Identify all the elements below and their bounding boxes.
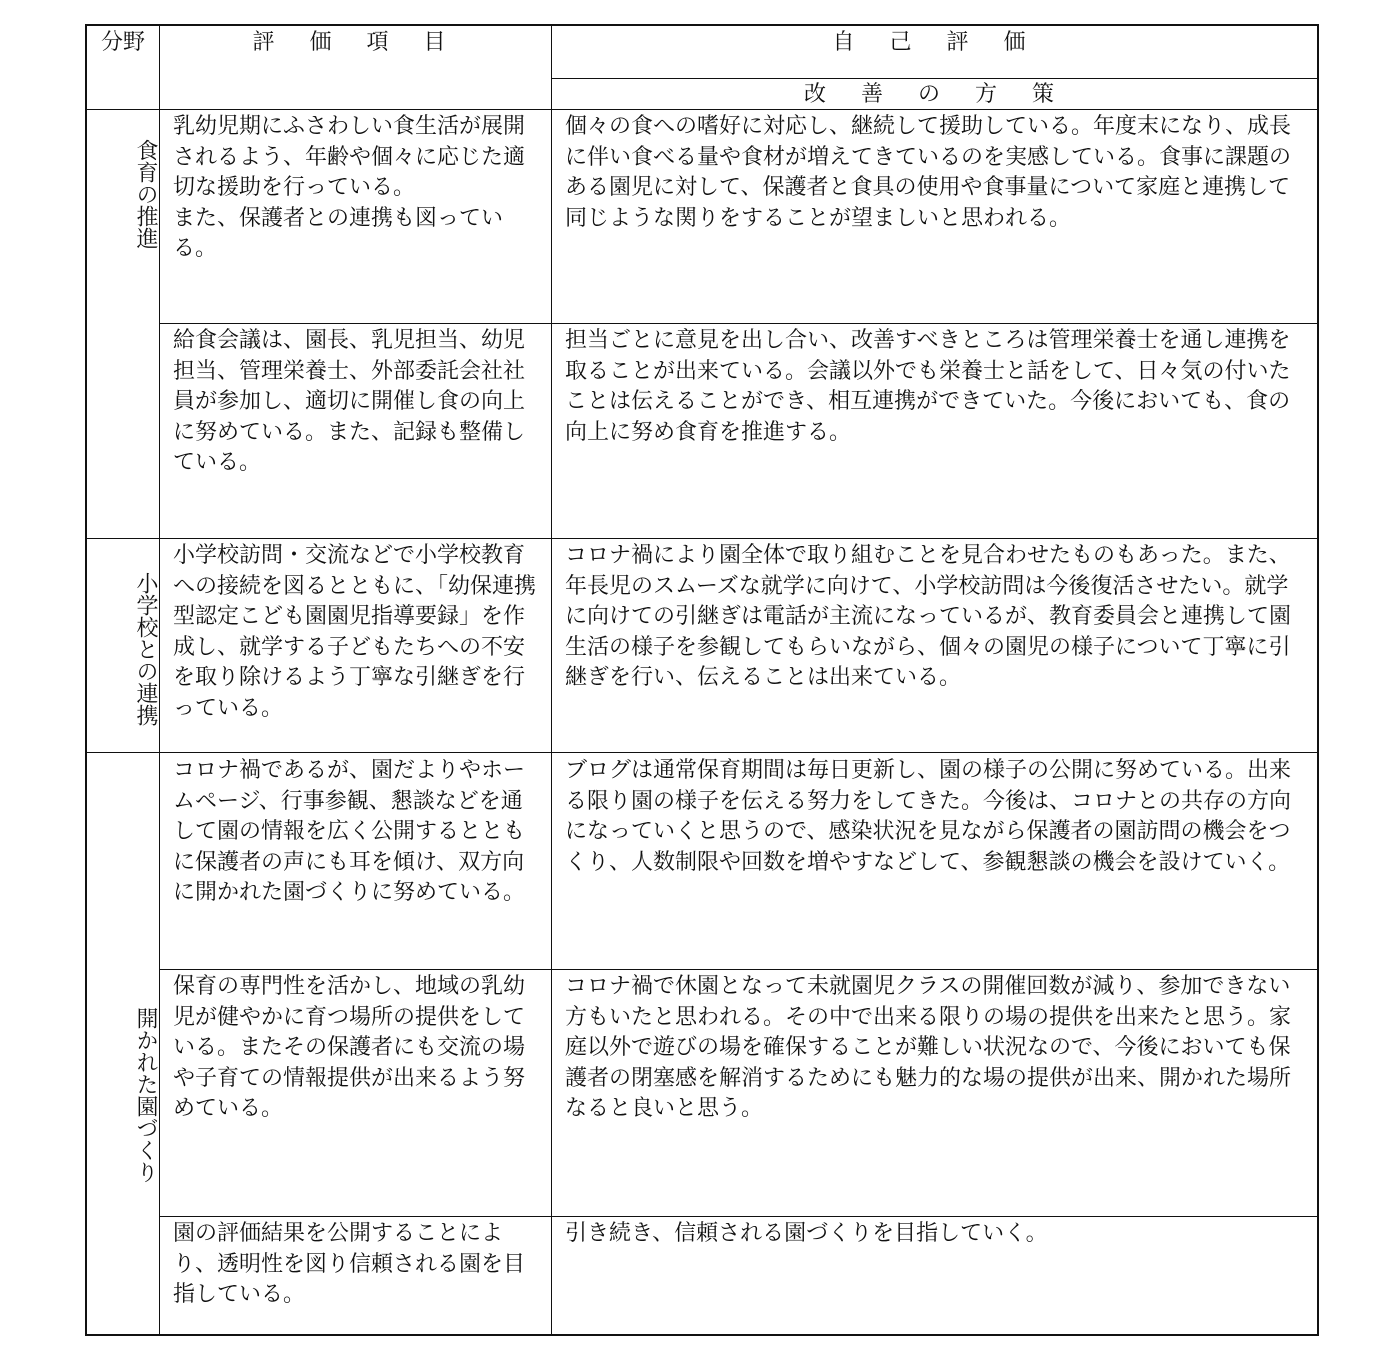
header-improvement: 改 善 の 方 策 [804,82,1068,107]
evaluation-item: 保育の専門性を活かし、地域の乳幼児が健やかに育つ場所の提供をしている。またその保護者にも交流の場や子育ての情報提供が出来るよう努めている。 [173,974,526,1121]
field-label-open-kindergarten: 開かれた園づくり [133,1007,158,1183]
evaluation-item: コロナ禍であるが、園だよりやホームページ、行事参観、懇談などを通して園の情報を広く公開するとともに保護者の声にも耳を傾け、双方向に開かれた園づくりに努めている。 [173,758,526,905]
evaluation-item: 園の評価結果を公開することにより、透明性を図り信頼される園を目指している。 [173,1221,526,1307]
evaluation-item: 小学校訪問・交流などで小学校教育への接続を図るとともに、「幼保連携型認定こども園園児指導要録」を作成し、就学する子どもたちへの不安を取り除けるよう丁寧な引継ぎを行っている。 [173,543,537,721]
header-subdivider [552,78,1319,79]
row-divider [160,1216,1319,1217]
self-evaluation-text: コロナ禍により園全体で取り組むことを見合わせたものもあった。また、年長児のスムーズな就学に向けて、小学校訪問は今後復活させたい。就学に向けての引継ぎは電話が主流になっているが、教育委員会と連携して園生活の様子を参観してもらいながら、個々の園児の様子について丁寧に引継ぎを行い、伝えることは出来ている。 [565,543,1292,690]
header-evaluation-item: 評 価 項 目 [252,30,460,55]
row-divider [160,323,1319,324]
self-evaluation-text: 担当ごとに意見を出し合い、改善すべきところは管理栄養士を通し連携を取ることが出来ている。会議以外でも栄養士と話をして、日々気の付いたことは伝えることができ、相互連携ができていた。今後においても、食の向上に努め食育を推進する。 [565,328,1291,445]
field-label-food-education: 食育の推進 [133,139,158,249]
row-divider [160,969,1319,970]
evaluation-item: 乳幼児期にふさわしい食生活が展開されるよう、年齢や個々に応じた適切な援助を行っている。 また、保護者との連携も図っている。 [173,114,526,261]
self-evaluation-text: 個々の食への嗜好に対応し、継続して援助している。年度末になり、成長に伴い食べる量や食材が増えてきているのを実感している。食事に課題のある園児に対して、保護者と食具の使用や食事量について家庭と連携して同じような関りをすることが望ましいと思われる。 [565,114,1292,231]
self-evaluation-text: 引き続き、信頼される園づくりを目指していく。 [565,1221,1048,1246]
section-divider [87,752,1319,753]
evaluation-item: 給食会議は、園長、乳児担当、幼児担当、管理栄養士、外部委託会社社員が参加し、適切に開催し食の向上に努めている。また、記録も整備している。 [173,328,526,475]
self-evaluation-text: ブログは通常保育期間は毎日更新し、園の様子の公開に努めている。出来る限り園の様子を伝える努力をしてきた。今後は、コロナとの共存の方向になっていくと思うので、感染状況を見ながら保護者の園訪問の機会をつくり、人数制限や回数を増やすなどして、参観懇談の機会を設けていく。 [565,758,1292,875]
header-self-evaluation: 自 己 評 価 [832,30,1040,55]
section-divider [87,538,1319,539]
column-divider-item [551,26,552,1336]
header-field: 分野 [101,30,146,55]
field-label-school-cooperation: 小学校との連携 [133,571,158,726]
evaluation-table [85,24,1319,1336]
self-evaluation-text: コロナ禍で休園となって未就園児クラスの開催回数が減り、参加できない方もいたと思われる。その中で出来る限りの場の提供を出来たと思う。家庭以外で遊びの場を確保することが難しい状況なので、今後においても保護者の閉塞感を解消するためにも魅力的な場の提供が出来、開かれた場所なると良いと思う。 [565,974,1292,1121]
